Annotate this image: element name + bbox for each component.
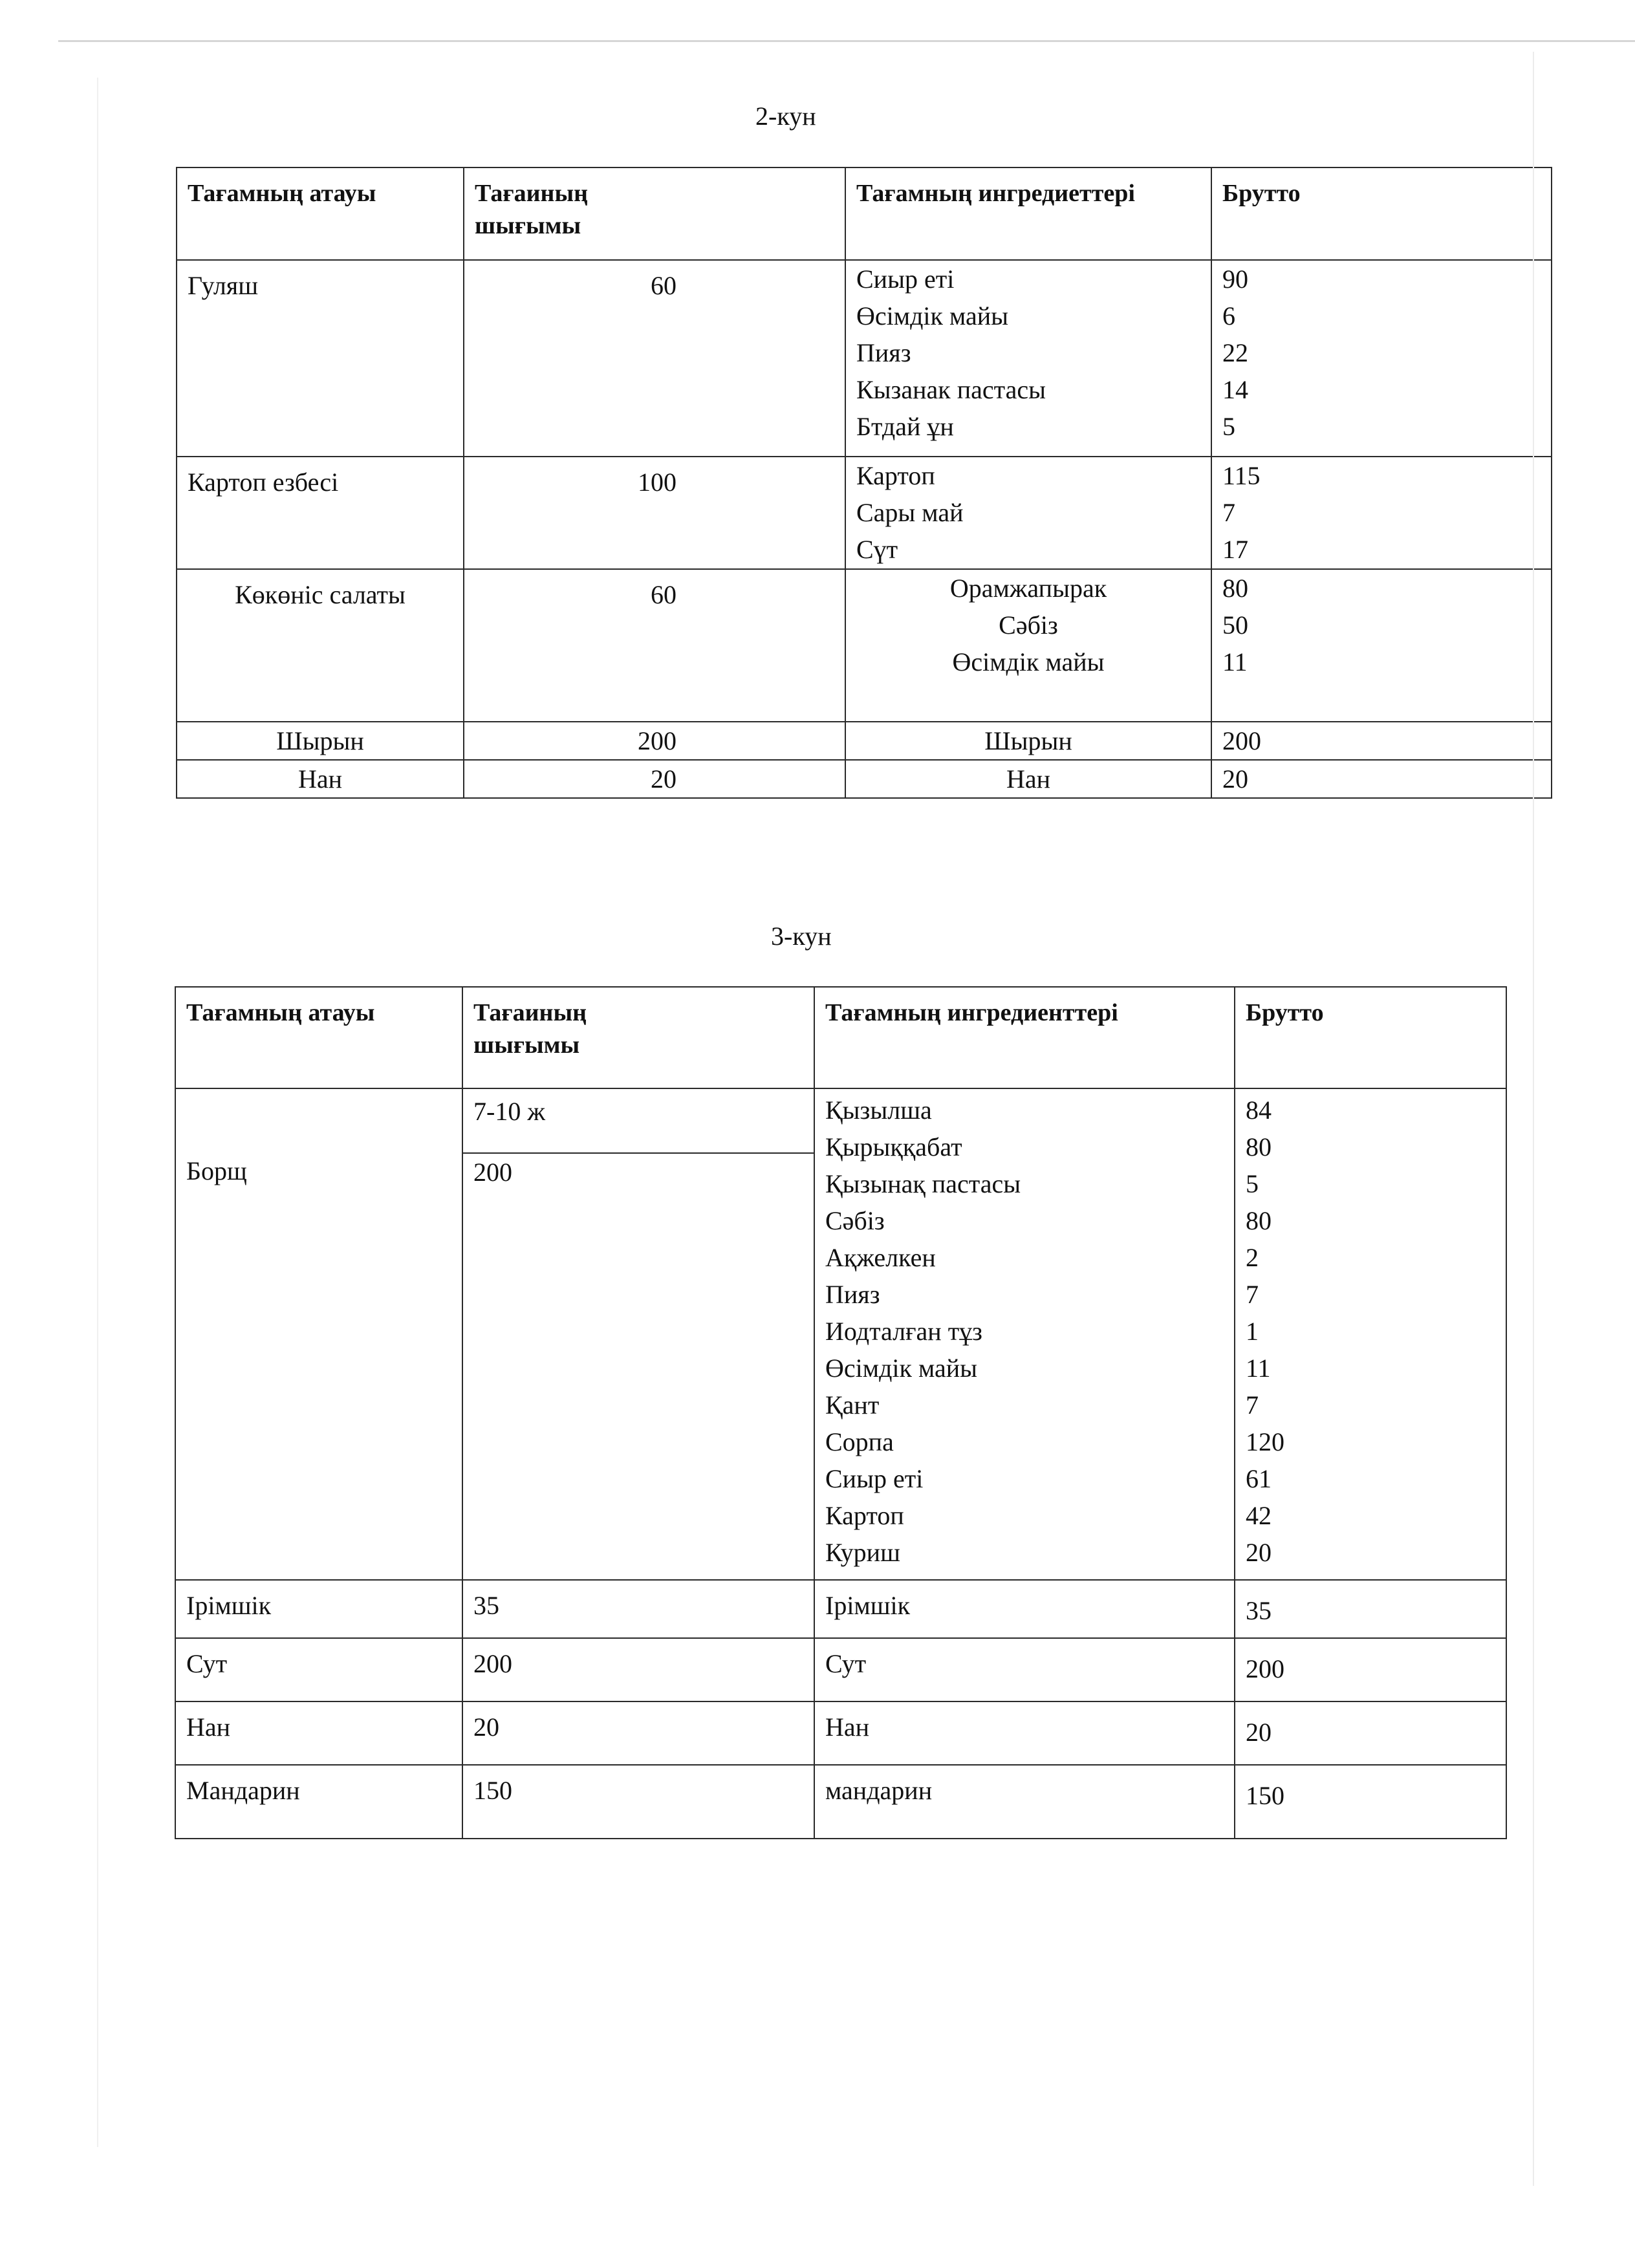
scan-artifact-line xyxy=(1533,52,1534,2186)
dish-name-cell: Көкөніс салаты xyxy=(177,569,464,722)
gross-cell: 200 xyxy=(1235,1638,1506,1701)
dish-name-cell: Шырын xyxy=(177,722,464,760)
output-cell: 60 xyxy=(464,260,845,457)
day2-heading: 2-кун xyxy=(755,102,816,131)
ingredients-cell: Нан xyxy=(845,760,1211,798)
dish-name-cell: Ірімшік xyxy=(175,1580,462,1638)
age-group-label: 7-10 ж xyxy=(473,1097,545,1126)
table-row xyxy=(175,1701,1506,1765)
table-row xyxy=(177,722,1552,760)
table-row xyxy=(175,1765,1506,1839)
output-cell: 20 xyxy=(464,760,845,798)
ingredients-cell: Нан xyxy=(814,1701,1235,1765)
gross-cell: 90 6 22 14 5 xyxy=(1211,260,1552,457)
day2-menu-table xyxy=(176,167,1552,799)
output-cell: 35 xyxy=(462,1580,814,1638)
day3-menu-table xyxy=(175,986,1507,1839)
output-cell: 60 xyxy=(464,569,845,722)
output-cell: 200 xyxy=(464,722,845,760)
ingredients-cell: Қызылша Қырыққабат Қызынақ пастасы Сәбіз Ақжелкен Пияз Иодталған тұз Өсімдік майы Қант Сорпа Сиыр еті Картоп Куриш xyxy=(814,1088,1235,1580)
header-ingredients: Тағамның ингредиенттері xyxy=(814,987,1235,1088)
ingredients-cell: Сиыр еті Өсімдік майы Пияз Кызанак пастасы Бтдай ұн xyxy=(845,260,1211,457)
table-row xyxy=(175,1580,1506,1638)
dish-name-cell: Гуляш xyxy=(177,260,464,457)
gross-cell: 80 50 11 xyxy=(1211,569,1552,722)
ingredients-cell: Картоп Сары май Сүт xyxy=(845,457,1211,569)
table-row xyxy=(175,1088,1506,1580)
header-gross: Брутто xyxy=(1235,987,1506,1088)
dish-name-cell: Нан xyxy=(175,1701,462,1765)
dish-name-cell: Нан xyxy=(177,760,464,798)
header-output: Тағаиның шығымы xyxy=(462,987,814,1088)
dish-name-cell: Мандарин xyxy=(175,1765,462,1839)
ingredients-cell: Орамжапырак Сәбіз Өсімдік майы xyxy=(845,569,1211,722)
output-cell: 100 xyxy=(464,457,845,569)
table-row xyxy=(177,457,1552,569)
gross-cell: 20 xyxy=(1235,1701,1506,1765)
dish-name-cell: Борщ xyxy=(175,1088,462,1580)
output-cell: 200 xyxy=(462,1638,814,1701)
scan-artifact-line xyxy=(97,78,98,2147)
table-header-row xyxy=(177,167,1552,260)
header-ingredients: Тағамның ингредиеттері xyxy=(845,167,1211,260)
dish-name-cell: Сут xyxy=(175,1638,462,1701)
ingredients-cell: Шырын xyxy=(845,722,1211,760)
ingredients-cell: Ірімшік xyxy=(814,1580,1235,1638)
header-gross: Брутто xyxy=(1211,167,1552,260)
output-cell: 150 xyxy=(462,1765,814,1839)
gross-cell: 115 7 17 xyxy=(1211,457,1552,569)
gross-cell: 84 80 5 80 2 7 1 11 7 120 61 42 20 xyxy=(1235,1088,1506,1580)
day3-heading: 3-кун xyxy=(771,922,832,951)
output-cell: 20 xyxy=(462,1701,814,1765)
table-header-row xyxy=(175,987,1506,1088)
ingredients-cell: мандарин xyxy=(814,1765,1235,1839)
header-output: Тағаиның шығымы xyxy=(464,167,845,260)
scan-top-edge xyxy=(58,40,1635,42)
ingredients-cell: Сут xyxy=(814,1638,1235,1701)
table-row xyxy=(177,569,1552,722)
output-cell: 7-10 ж 200 xyxy=(462,1088,814,1580)
gross-cell: 200 xyxy=(1211,722,1552,760)
gross-cell: 35 xyxy=(1235,1580,1506,1638)
table-row xyxy=(175,1638,1506,1701)
header-dish-name: Тағамның атауы xyxy=(175,987,462,1088)
gross-cell: 150 xyxy=(1235,1765,1506,1839)
table-row xyxy=(177,260,1552,457)
dish-name-cell: Картоп езбесі xyxy=(177,457,464,569)
header-dish-name: Тағамның атауы xyxy=(177,167,464,260)
gross-cell: 20 xyxy=(1211,760,1552,798)
table-row xyxy=(177,760,1552,798)
